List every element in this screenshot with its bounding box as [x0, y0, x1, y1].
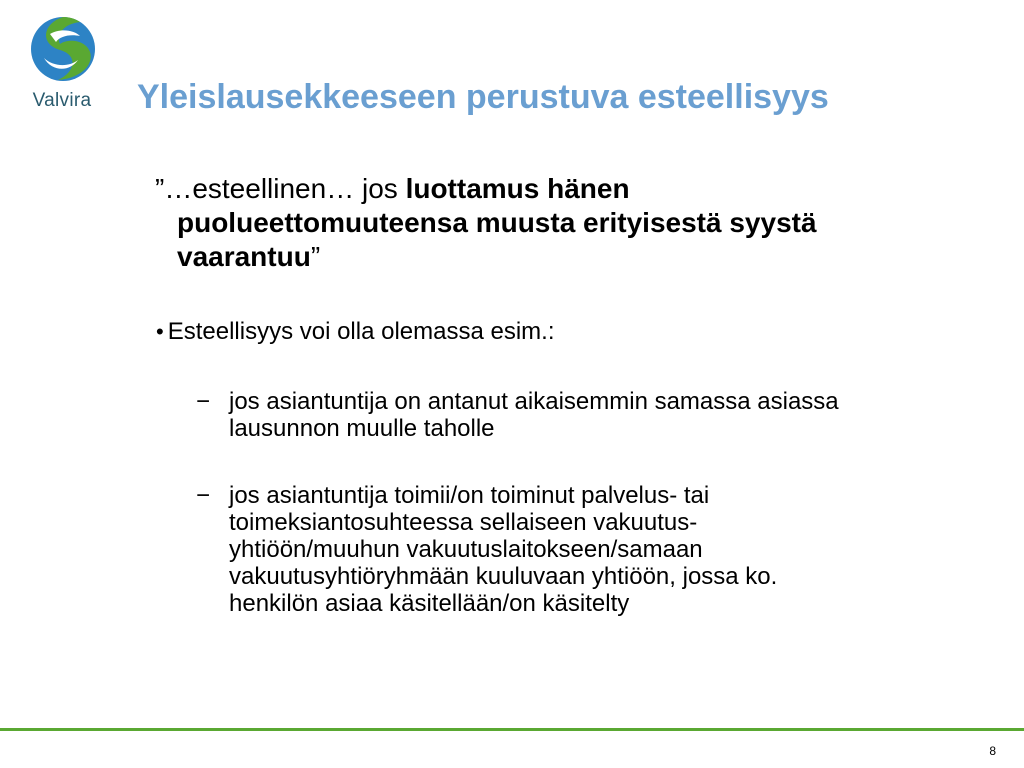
dash-icon: − [196, 388, 211, 415]
sub-item [196, 482, 976, 617]
sub-item-line: henkilön asiaa käsitellään/on käsitelty [229, 590, 630, 617]
quote-bold-line-2: puolueettomuuteensa muusta erityisestä syystä [177, 207, 817, 238]
page-title: Yleislausekkeeseen perustuva esteellisyys [137, 78, 829, 116]
bullet-text: Esteellisyys voi olla olemassa esim.: [167, 318, 555, 345]
quote-suffix: ” [310, 241, 321, 272]
quote-block [155, 172, 975, 274]
sub-item-line: toimeksiantosuhteessa sellaiseen vakuutus- [229, 509, 698, 536]
bullet-item [156, 317, 555, 347]
sub-item-line: vakuutusyhtiöryhmään kuuluvaan yhtiöön, jossa ko. [229, 563, 778, 590]
footer-divider [0, 728, 1024, 731]
sub-item-line: lausunnon muulle taholle [229, 415, 495, 442]
quote-bold-line-1: luottamus hänen [405, 173, 630, 204]
page-number: 8 [989, 744, 996, 758]
valvira-logo [22, 14, 102, 114]
valvira-swirl-icon [30, 14, 96, 84]
sub-item-line: jos asiantuntija on antanut aikaisemmin samassa asiassa [229, 388, 839, 415]
sub-item-line: jos asiantuntija toimii/on toiminut palvelus- tai [229, 482, 710, 509]
quote-bold-line-3: vaarantuu [177, 241, 311, 272]
quote-prefix: ”…esteellinen… jos [155, 173, 406, 204]
logo-text: Valvira [32, 90, 92, 111]
sub-item-line: yhtiöön/muuhun vakuutuslaitokseen/samaan [229, 536, 703, 563]
dash-icon: − [196, 482, 211, 509]
sub-item [196, 388, 976, 442]
bullet-dot-icon: • [156, 319, 164, 344]
